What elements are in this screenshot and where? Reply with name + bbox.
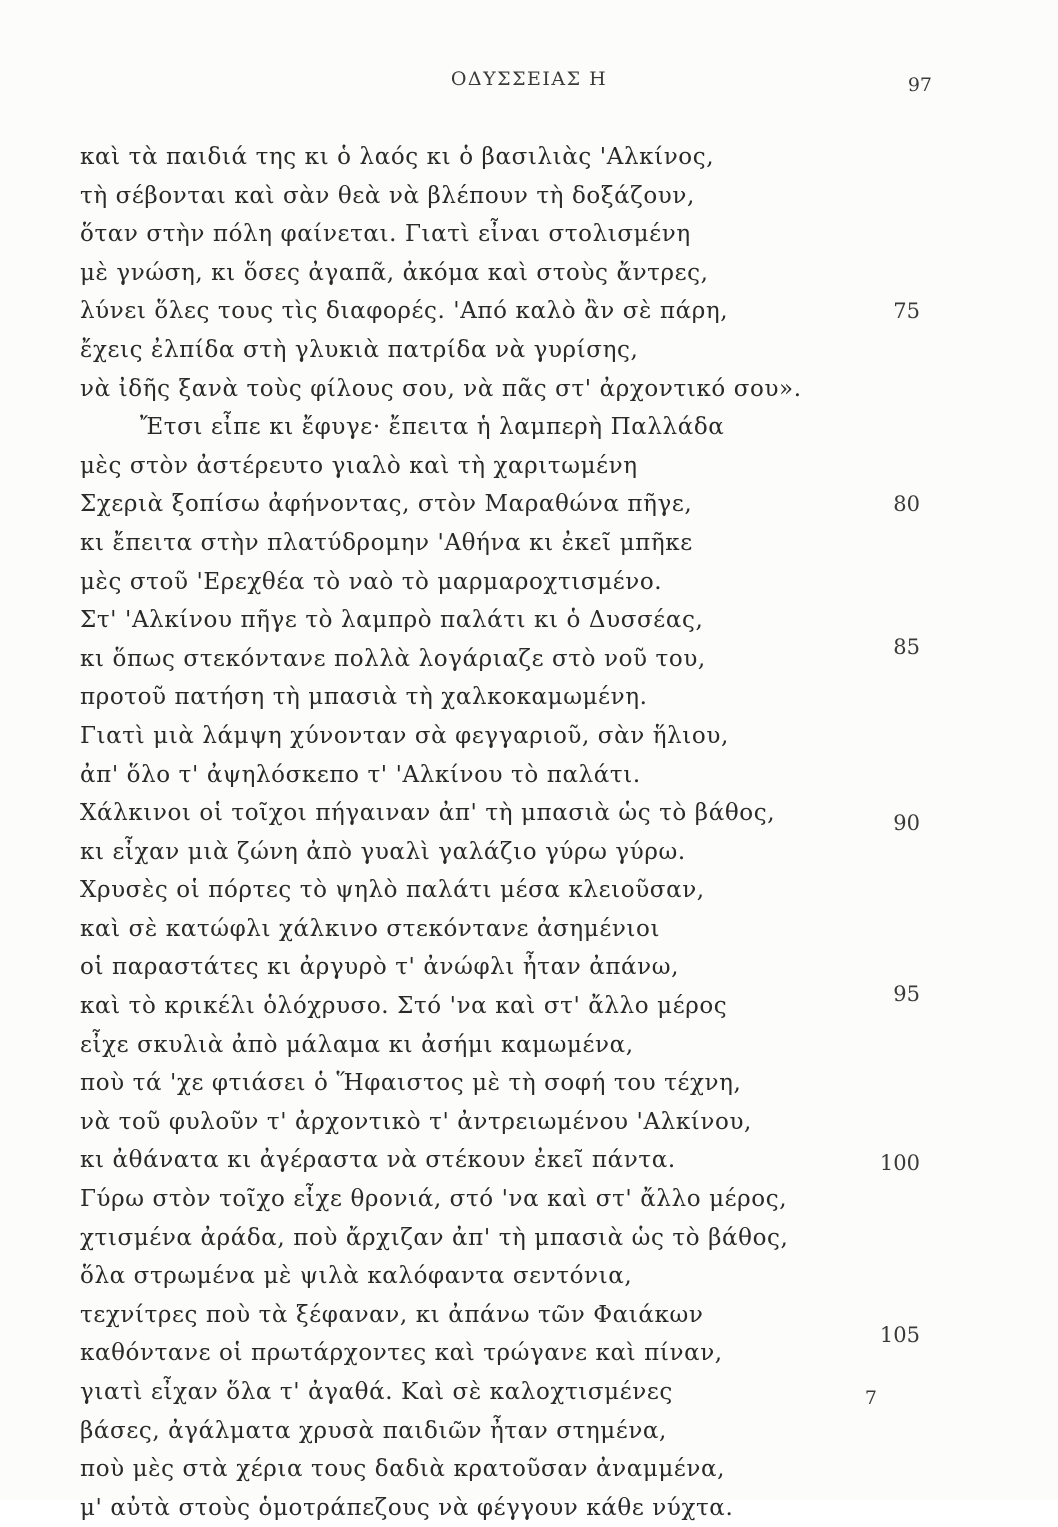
verse-line: νὰ ἰδῆς ξανὰ τοὺς φίλους σου, νὰ πᾶς στ' ἀρχοντικό σου». (80, 375, 802, 402)
verse-block (80, 138, 840, 1527)
line-number: 80 (893, 492, 920, 516)
verse-line: μὲ γνώση, κι ὅσες ἀγαπᾶ, ἀκόμα καὶ στοὺς ἄντρες, (80, 259, 709, 286)
verse-line: οἱ παραστάτες κι ἀργυρὸ τ' ἀνώφλι ἦταν ἀπάνω, (80, 954, 680, 981)
verse-line: κι ὅπως στεκόντανε πολλὰ λογάριαζε στὸ νοῦ του, (80, 645, 706, 672)
line-number: 100 (879, 1151, 920, 1175)
verse-line: ὅλα στρωμένα μὲ ψιλὰ καλόφαντα σεντόνια, (80, 1263, 633, 1290)
line-number: 75 (893, 299, 920, 323)
verse-line: τεχνίτρες ποὺ τὰ ξέφαναν, κι ἀπάνω τῶν Φαιάκων (80, 1301, 704, 1328)
verse-line: κι ἔπειτα στὴν πλατύδρομην 'Αθήνα κι ἐκεῖ μπῆκε (80, 529, 693, 556)
line-number: 90 (893, 811, 920, 835)
line-number: 85 (893, 635, 920, 659)
running-head-title: ΟΔΥΣΣΕΙΑΣ Η (450, 68, 608, 90)
verse-line: νὰ τοῦ φυλοῦν τ' ἀρχοντικὸ τ' ἀντρειωμένου 'Αλκίνου, (80, 1108, 752, 1135)
verse-line: ἀπ' ὅλο τ' ἀψηλόσκεπο τ' 'Αλκίνου τὸ παλάτι. (80, 761, 641, 788)
verse-line: προτοῦ πατήση τὴ μπασιὰ τὴ χαλκοκαμωμένη. (80, 684, 648, 711)
verse-line: καὶ τὸ κρικέλι ὁλόχρυσο. Στό 'να καὶ στ' ἄλλο μέρος (80, 993, 728, 1020)
verse-line: ἔχεις ἐλπίδα στὴ γλυκιὰ πατρίδα νὰ γυρίσης, (80, 336, 639, 363)
verse-line: κι εἶχαν μιὰ ζώνη ἀπὸ γυαλὶ γαλάζιο γύρω γύρω. (80, 838, 686, 865)
line-number: 105 (879, 1323, 920, 1347)
verse-line: ποὺ μὲς στὰ χέρια τους δαδιὰ κρατοῦσαν ἀναμμένα, (80, 1456, 726, 1483)
verse-line: Γιατὶ μιὰ λάμψη χύνονταν σὰ φεγγαριοῦ, σὰν ἥλιου, (80, 722, 729, 749)
verse-line: γιατὶ εἶχαν ὅλα τ' ἀγαθά. Καὶ σὲ καλοχτισμένες (80, 1379, 673, 1405)
verse-line: καὶ σὲ κατώφλι χάλκινο στεκόντανε ἀσημένιοι (80, 915, 661, 942)
verse-line: κι ἀθάνατα κι ἀγέραστα νὰ στέκουν ἐκεῖ πάντα. (80, 1147, 676, 1174)
verse-line: Χάλκινοι οἱ τοῖχοι πήγαιναν ἀπ' τὴ μπασιὰ ὡς τὸ βάθος, (80, 800, 776, 827)
verse-line: Γύρω στὸν τοῖχο εἶχε θρονιά, στό 'να καὶ στ' ἄλλο μέρος, (80, 1186, 788, 1213)
verse-line: Στ' 'Αλκίνου πῆγε τὸ λαμπρὸ παλάτι κι ὁ Δυσσέας, (80, 607, 704, 634)
verse-line: ὅταν στὴν πόλη φαίνεται. Γιατὶ εἶναι στολισμένη (80, 221, 691, 248)
verse-line: μ' αὐτὰ στοὺς ὁμοτράπεζους νὰ φέγγουν κάθε νύχτα. (80, 1494, 734, 1521)
verse-line: μὲς στοῦ 'Ερεχθέα τὸ ναὸ τὸ μαρμαροχτισμένο. (80, 568, 663, 595)
verse-line: εἶχε σκυλιὰ ἀπὸ μάλαμα κι ἀσήμι καμωμένα, (80, 1031, 634, 1058)
verse-line: χτισμένα ἀράδα, ποὺ ἄρχιζαν ἀπ' τὴ μπασιὰ ὡς τὸ βάθος, (80, 1224, 789, 1251)
verse-line: μὲς στὸν ἀστέρευτο γιαλὸ καὶ τὴ χαριτωμένη (80, 452, 638, 479)
verse-line: ποὺ τά 'χε φτιάσει ὁ Ἥφαιστος μὲ τὴ σοφή του τέχνη, (80, 1070, 742, 1097)
verse-line: Ἔτσι εἶπε κι ἔφυγε· ἔπειτα ἡ λαμπερὴ Παλλάδα (140, 414, 725, 441)
verse-line: Χρυσὲς οἱ πόρτες τὸ ψηλὸ παλάτι μέσα κλειοῦσαν, (80, 877, 705, 904)
page-number: 97 (907, 74, 932, 96)
verse-line: καὶ τὰ παιδιά της κι ὁ λαός κι ὁ βασιλιὰς 'Αλκίνος, (80, 144, 715, 170)
verse-line: βάσες, ἀγάλματα χρυσὰ παιδιῶν ἦταν στημένα, (80, 1417, 667, 1444)
verse-line: λύνει ὅλες τους τὶς διαφορές. 'Από καλὸ ἂν σὲ πάρη, (80, 298, 729, 325)
verse-line: καθόντανε οἱ πρωτάρχοντες καὶ τρώγανε καὶ πίναν, (80, 1340, 723, 1367)
verse-line: τὴ σέβονται καὶ σὰν θεὰ νὰ βλέπουν τὴ δοξάζουν, (80, 182, 695, 209)
line-number: 95 (893, 982, 920, 1006)
verse-line: Σχεριὰ ξοπίσω ἀφήνοντας, στὸν Μαραθώνα πῆγε, (80, 491, 693, 518)
signature-mark: 7 (864, 1387, 877, 1409)
